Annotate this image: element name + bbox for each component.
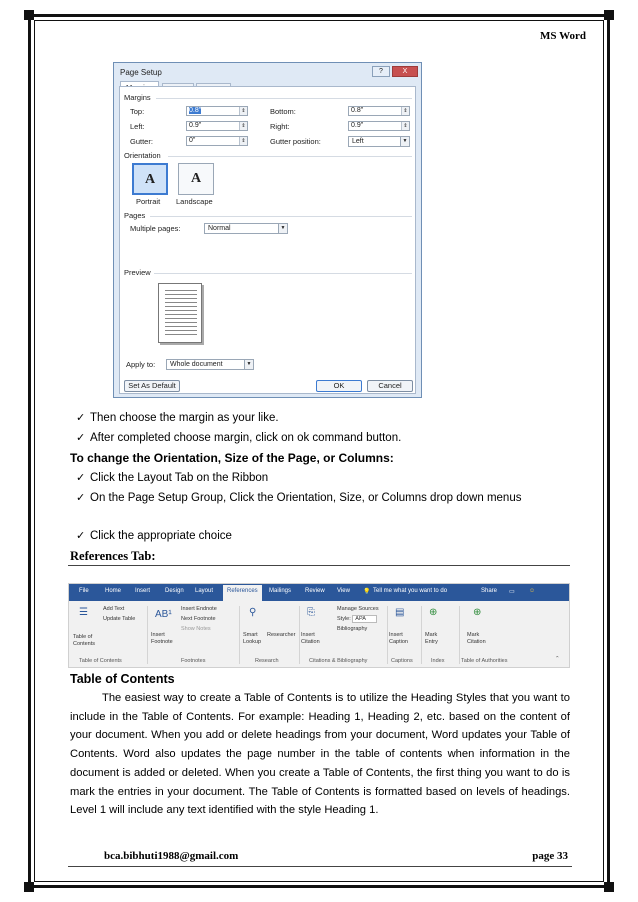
- tab-design[interactable]: Design: [165, 588, 184, 594]
- gutter-value: 0": [189, 137, 196, 144]
- top-label: Top:: [130, 107, 145, 116]
- lightbulb-icon: 💡: [363, 589, 371, 595]
- right-label: Right:: [270, 122, 290, 131]
- smart-lookup-button[interactable]: Smart Lookup: [243, 632, 262, 645]
- mark-citation-button[interactable]: Mark Citation: [467, 632, 486, 645]
- mark-entry-icon: ⊕: [429, 607, 438, 618]
- list-item: [76, 490, 555, 506]
- preview-heading: Preview: [124, 268, 151, 277]
- divider: [168, 156, 412, 157]
- list-item: [76, 410, 279, 426]
- landscape-button[interactable]: A: [178, 163, 214, 195]
- list-item: [76, 430, 402, 446]
- dialog-title: Page Setup: [120, 68, 162, 77]
- list-item: [76, 528, 232, 544]
- spinner-icon[interactable]: ⇕: [401, 107, 409, 115]
- apply-to-value: Whole document: [170, 361, 223, 368]
- next-footnote-button[interactable]: Next Footnote: [181, 616, 216, 622]
- list-item-text: Then choose the margin as your like.: [90, 412, 279, 424]
- orientation-heading: Orientation: [124, 151, 161, 160]
- right-value: 0.9": [351, 122, 364, 129]
- pages-heading: Pages: [124, 211, 146, 220]
- apply-to-select[interactable]: [166, 359, 254, 370]
- chevron-down-icon: ▼: [400, 137, 409, 146]
- divider: [68, 565, 570, 566]
- bottom-label: Bottom:: [270, 107, 296, 116]
- group-label: Citations & Bibliography: [309, 658, 368, 664]
- search-icon: ⚲: [249, 607, 257, 618]
- collapse-ribbon-icon[interactable]: ⌃: [555, 656, 560, 662]
- multiple-pages-value: Normal: [208, 225, 231, 232]
- page-setup-dialog: [113, 62, 422, 398]
- checkmark-icon: ✓: [76, 412, 86, 424]
- table-of-contents-heading: Table of Contents: [70, 672, 175, 686]
- portrait-button[interactable]: A: [132, 163, 168, 195]
- bottom-input[interactable]: [348, 106, 410, 116]
- tab-layout[interactable]: Layout: [195, 588, 214, 594]
- tab-review[interactable]: Review: [305, 588, 325, 594]
- landscape-label: Landscape: [176, 197, 213, 206]
- ribbon-tab-bar: [69, 584, 569, 601]
- header-title: MS Word: [540, 30, 586, 42]
- group-label: Table of Authorities: [461, 658, 508, 664]
- divider: [421, 606, 422, 664]
- gutter-label: Gutter:: [130, 137, 153, 146]
- checkmark-icon: ✓: [76, 472, 86, 484]
- bottom-value: 0.8": [351, 107, 364, 114]
- frame-corner-bl: [24, 882, 34, 892]
- citation-icon: ⎘: [307, 607, 315, 618]
- tell-me-input[interactable]: Tell me what you want to do: [373, 588, 448, 594]
- style-label: Style:: [337, 616, 351, 622]
- checkmark-icon: ✓: [76, 432, 86, 444]
- mark-entry-button[interactable]: Mark Entry: [425, 632, 438, 645]
- insert-caption-button[interactable]: Insert Caption: [389, 632, 408, 645]
- divider: [459, 606, 460, 664]
- add-text-button[interactable]: Add Text: [103, 606, 125, 612]
- style-select[interactable]: [337, 616, 377, 623]
- references-ribbon: [68, 583, 570, 668]
- multiple-pages-label: Multiple pages:: [130, 224, 181, 233]
- gutter-position-label: Gutter position:: [270, 137, 321, 146]
- orientation-instructions-heading: To change the Orientation, Size of the Page, or Columns:: [70, 451, 394, 465]
- group-label: Footnotes: [181, 658, 206, 664]
- footer-page-number: page 33: [532, 850, 568, 862]
- tab-insert[interactable]: Insert: [135, 588, 151, 594]
- smiley-icon[interactable]: ☺: [529, 588, 536, 594]
- divider: [68, 866, 572, 867]
- body-paragraph: [70, 689, 570, 820]
- list-item-text: Click the Layout Tab on the Ribbon: [90, 472, 269, 484]
- multiple-pages-select[interactable]: [204, 223, 288, 234]
- spinner-icon[interactable]: ⇕: [239, 137, 247, 145]
- divider: [147, 606, 148, 664]
- show-notes-button[interactable]: Show Notes: [181, 626, 211, 632]
- dialog-body: [119, 86, 416, 394]
- tab-view[interactable]: View: [337, 588, 350, 594]
- left-value: 0.9": [189, 122, 202, 129]
- divider: [150, 216, 412, 217]
- close-button[interactable]: X: [392, 66, 418, 77]
- list-item-text: Click the appropriate choice: [90, 530, 232, 542]
- divider: [299, 606, 300, 664]
- ok-button[interactable]: OK: [316, 380, 362, 392]
- checkmark-icon: ✓: [76, 530, 86, 542]
- cancel-button[interactable]: Cancel: [367, 380, 413, 392]
- portrait-label: Portrait: [136, 197, 161, 206]
- tab-mailings[interactable]: Mailings: [269, 588, 292, 594]
- group-label: Research: [255, 658, 279, 664]
- help-button[interactable]: ?: [372, 66, 390, 77]
- frame-corner-br: [604, 882, 614, 892]
- gutter-input[interactable]: [186, 136, 248, 146]
- group-label: Captions: [391, 658, 413, 664]
- insert-citation-button[interactable]: Insert Citation: [301, 632, 320, 645]
- bibliography-button[interactable]: Bibliography: [337, 626, 368, 632]
- group-label: Table of Contents: [79, 658, 122, 664]
- mark-citation-icon: ⊕: [473, 607, 482, 618]
- paragraph-text: The easiest way to create a Table of Contents is to utilize the Heading Styles that you want to include in the Table of Contents. For example: Heading 1, Heading 2, etc. based on the content of your document. When you add or delete headings from your document, Word updates your Table of Contents. Word also updates the page number in the table of contents when information in the document is added or deleted. When you create a Table of Contents, the first thing you want to do is mark the entries in your document. The Table of Contents is formatted based on levels of headings. Level 1 will include any text identified with the style Heading 1.: [70, 692, 570, 817]
- margins-heading: Margins: [124, 93, 151, 102]
- gutter-position-select[interactable]: [348, 136, 410, 147]
- manage-sources-button[interactable]: Manage Sources: [337, 606, 379, 612]
- right-input[interactable]: [348, 121, 410, 131]
- page-preview: [158, 283, 202, 343]
- frame-corner-tl: [24, 10, 34, 20]
- caption-icon: ▤: [395, 607, 405, 618]
- divider: [387, 606, 388, 664]
- checkmark-icon: ✓: [76, 492, 86, 504]
- top-value: 0.8": [189, 107, 202, 114]
- frame-corner-tr: [604, 10, 614, 20]
- researcher-button[interactable]: Researcher: [267, 632, 296, 638]
- footer-email: bca.bibhuti1988@gmail.com: [104, 850, 239, 862]
- comment-icon[interactable]: ▭: [509, 589, 515, 595]
- divider: [239, 606, 240, 664]
- spinner-icon[interactable]: ⇕: [239, 122, 247, 130]
- tab-file[interactable]: File: [79, 588, 89, 594]
- left-input[interactable]: [186, 121, 248, 131]
- update-table-button[interactable]: Update Table: [103, 616, 136, 622]
- table-of-contents-button[interactable]: Table of Contents: [73, 634, 96, 647]
- tab-references[interactable]: References: [223, 585, 262, 601]
- style-value: APA: [352, 615, 377, 623]
- insert-footnote-button[interactable]: Insert Footnote: [151, 632, 173, 645]
- group-label: Index: [431, 658, 445, 664]
- divider: [154, 273, 412, 274]
- top-input[interactable]: [186, 106, 248, 116]
- table-of-contents-icon: ☰: [79, 607, 88, 618]
- share-button[interactable]: Share: [481, 588, 498, 594]
- references-tab-title: References Tab:: [70, 549, 156, 563]
- insert-endnote-button[interactable]: Insert Endnote: [181, 606, 217, 612]
- list-item-text: After completed choose margin, click on ok command button.: [90, 432, 402, 444]
- apply-to-label: Apply to:: [126, 360, 156, 369]
- spinner-icon[interactable]: ⇕: [401, 122, 409, 130]
- gutter-position-value: Left: [352, 138, 364, 145]
- spinner-icon[interactable]: ⇕: [239, 107, 247, 115]
- list-item: [76, 470, 269, 486]
- set-as-default-button[interactable]: Set As Default: [124, 380, 180, 392]
- divider: [156, 98, 412, 99]
- footnote-icon: AB¹: [155, 609, 172, 620]
- chevron-down-icon: ▼: [244, 360, 253, 369]
- tab-home[interactable]: Home: [105, 588, 122, 594]
- left-label: Left:: [130, 122, 145, 131]
- chevron-down-icon: ▼: [278, 224, 287, 233]
- list-item-text: On the Page Setup Group, Click the Orientation, Size, or Columns drop down menus: [90, 492, 522, 504]
